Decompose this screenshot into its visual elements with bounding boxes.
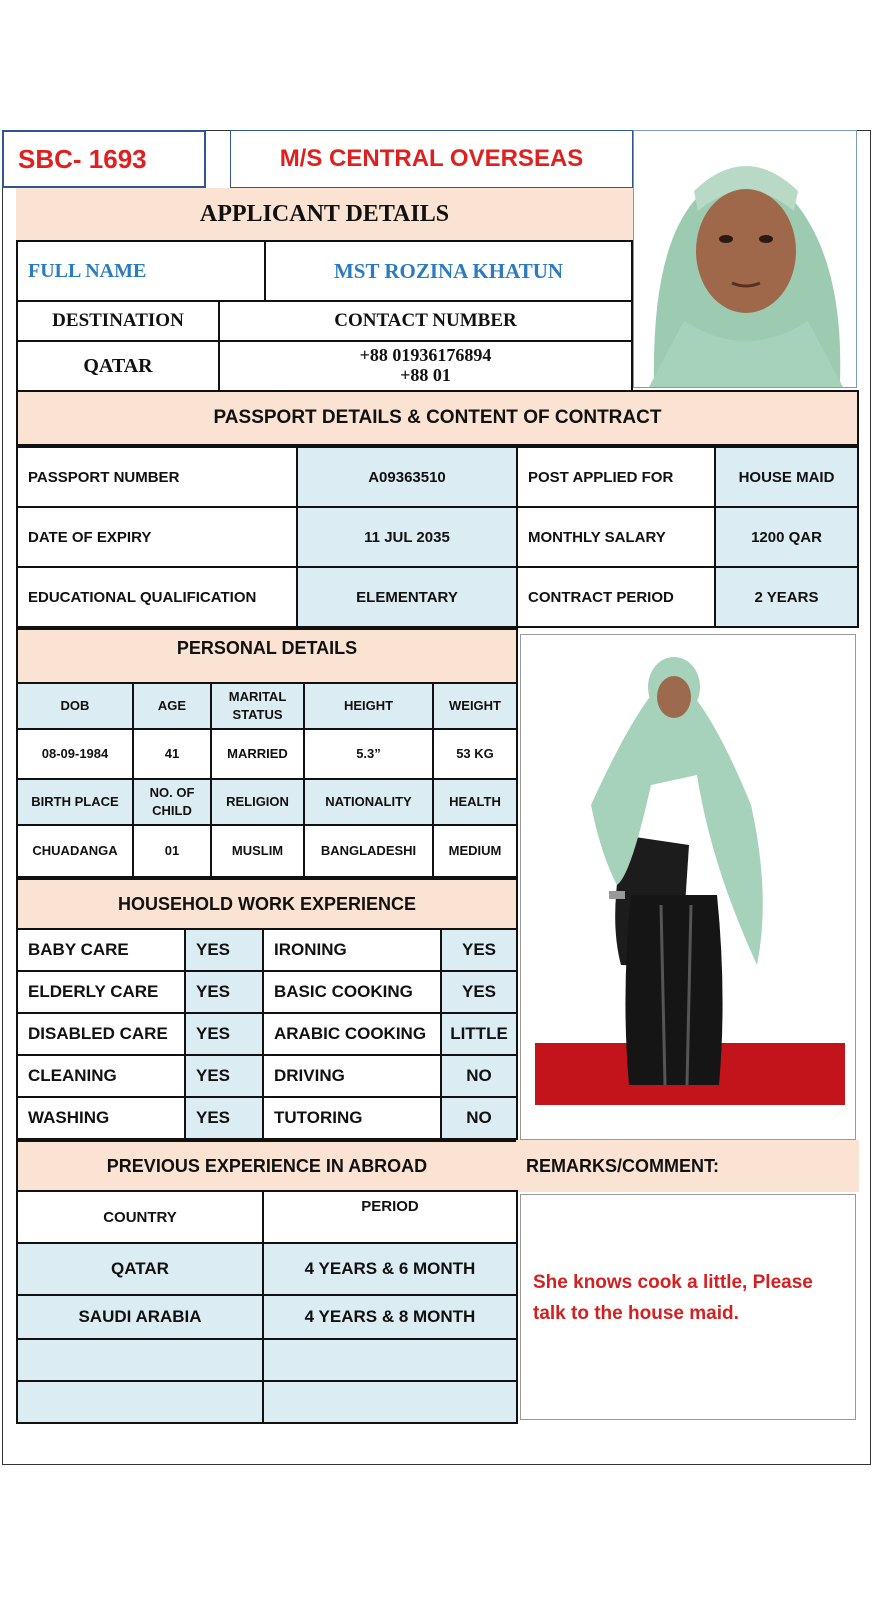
religion-value bbox=[210, 824, 305, 878]
post-text: HOUSE MAID bbox=[738, 468, 835, 486]
household-value-b bbox=[440, 928, 518, 972]
household-skill-a bbox=[16, 928, 186, 972]
household-skill-a-text: DISABLED CARE bbox=[28, 1024, 168, 1043]
remarks-title bbox=[516, 1140, 859, 1192]
weight-value bbox=[432, 728, 518, 780]
age-text: 41 bbox=[164, 746, 180, 762]
remarks-text: She knows cook a little, Please talk to the house maid. bbox=[533, 1272, 813, 1325]
contact-number-2: +88 01 bbox=[400, 365, 451, 385]
destination-label-text: DESTINATION bbox=[52, 310, 184, 331]
household-value-a-text: YES bbox=[196, 1108, 231, 1127]
full-body-photo bbox=[520, 634, 856, 1140]
post-label bbox=[516, 446, 716, 508]
salary-text: 1200 QAR bbox=[751, 528, 822, 546]
household-value-a-text: YES bbox=[196, 940, 231, 959]
household-skill-b bbox=[262, 970, 442, 1014]
health-header bbox=[432, 778, 518, 826]
passport-section-title bbox=[16, 390, 859, 446]
weight-text: 53 KG bbox=[456, 746, 494, 762]
post-label-text: POST APPLIED FOR bbox=[528, 468, 674, 486]
nationality-value bbox=[303, 824, 434, 878]
full-name-value bbox=[264, 240, 633, 302]
salary-label-text: MONTHLY SALARY bbox=[528, 528, 666, 546]
age-header-text: AGE bbox=[157, 698, 187, 714]
contact-label bbox=[218, 300, 633, 342]
household-skill-a-text: WASHING bbox=[28, 1108, 110, 1127]
household-value-a bbox=[184, 928, 264, 972]
full-name-label-text: FULL NAME bbox=[28, 259, 147, 282]
contact-number-1: +88 01936176894 bbox=[359, 345, 492, 366]
household-skill-a-text: BABY CARE bbox=[28, 940, 129, 959]
household-skill-a bbox=[16, 970, 186, 1014]
household-skill-a-text: ELDERLY CARE bbox=[28, 982, 159, 1001]
expiry-label bbox=[16, 506, 298, 568]
ref-code-box bbox=[2, 130, 206, 188]
birthplace-header bbox=[16, 778, 134, 826]
household-skill-b-text: BASIC COOKING bbox=[274, 982, 413, 1001]
portrait-photo bbox=[633, 130, 857, 388]
country-header bbox=[16, 1190, 264, 1244]
marital-header-text: MARITAL STATUS bbox=[228, 689, 287, 722]
remarks-title-text: REMARKS/COMMENT: bbox=[526, 1155, 719, 1176]
abroad-country-text: QATAR bbox=[111, 1259, 169, 1278]
full-name-label bbox=[16, 240, 266, 302]
portrait-image bbox=[634, 131, 857, 388]
applicant-section-title-text: APPLICANT DETAILS bbox=[199, 200, 450, 227]
dob-value bbox=[16, 728, 134, 780]
country-header-text: COUNTRY bbox=[103, 1208, 177, 1226]
household-value-a bbox=[184, 1054, 264, 1098]
contact-label-text: CONTACT NUMBER bbox=[334, 310, 517, 331]
household-section-title-text: HOUSEHOLD WORK EXPERIENCE bbox=[117, 893, 417, 914]
household-skill-b-text: DRIVING bbox=[274, 1066, 345, 1085]
health-header-text: HEALTH bbox=[449, 794, 501, 810]
abroad-empty-cell bbox=[16, 1380, 264, 1424]
abroad-country bbox=[16, 1242, 264, 1296]
household-skill-a-text: CLEANING bbox=[28, 1066, 117, 1085]
salary-value bbox=[714, 506, 859, 568]
household-value-a-text: YES bbox=[196, 982, 231, 1001]
nationality-text: BANGLADESHI bbox=[320, 843, 417, 859]
household-skill-a bbox=[16, 1054, 186, 1098]
nationality-header bbox=[303, 778, 434, 826]
expiry-value bbox=[296, 506, 518, 568]
education-text: ELEMENTARY bbox=[356, 588, 458, 606]
abroad-country-text: SAUDI ARABIA bbox=[78, 1307, 202, 1326]
abroad-period-text: 4 YEARS & 8 MONTH bbox=[304, 1307, 476, 1326]
passport-number-label bbox=[16, 446, 298, 508]
personal-section-title bbox=[16, 628, 518, 684]
height-value bbox=[303, 728, 434, 780]
health-value bbox=[432, 824, 518, 878]
children-value bbox=[132, 824, 212, 878]
destination-text: QATAR bbox=[83, 354, 153, 377]
household-value-b bbox=[440, 970, 518, 1014]
salary-label bbox=[516, 506, 716, 568]
dob-header-text: DOB bbox=[60, 698, 90, 714]
household-skill-b bbox=[262, 1096, 442, 1140]
health-text: MEDIUM bbox=[448, 843, 502, 859]
abroad-country bbox=[16, 1294, 264, 1340]
weight-header bbox=[432, 682, 518, 730]
household-value-b bbox=[440, 1054, 518, 1098]
household-value-b bbox=[440, 1012, 518, 1056]
education-value bbox=[296, 566, 518, 628]
age-value bbox=[132, 728, 212, 780]
destination-value bbox=[16, 340, 220, 392]
household-value-a bbox=[184, 1096, 264, 1140]
period-header bbox=[262, 1190, 518, 1244]
passport-section-title-text: PASSPORT DETAILS & CONTENT OF CONTRACT bbox=[213, 407, 662, 428]
remarks-box bbox=[520, 1194, 856, 1420]
religion-text: MUSLIM bbox=[231, 843, 284, 859]
household-value-a-text: YES bbox=[196, 1024, 231, 1043]
contract-period-label bbox=[516, 566, 716, 628]
passport-number-label-text: PASSPORT NUMBER bbox=[28, 468, 180, 486]
household-skill-a bbox=[16, 1012, 186, 1056]
household-skill-a bbox=[16, 1096, 186, 1140]
contact-value bbox=[218, 340, 633, 392]
dob-header bbox=[16, 682, 134, 730]
religion-header-text: RELIGION bbox=[226, 794, 289, 810]
household-skill-b bbox=[262, 928, 442, 972]
post-value bbox=[714, 446, 859, 508]
destination-label bbox=[16, 300, 220, 342]
contract-period-value bbox=[714, 566, 859, 628]
agency-name: M/S CENTRAL OVERSEAS bbox=[279, 145, 584, 172]
household-skill-b bbox=[262, 1054, 442, 1098]
abroad-period bbox=[262, 1294, 518, 1340]
household-value-b-text: YES bbox=[461, 940, 497, 959]
full-name-text: MST ROZINA KHATUN bbox=[333, 258, 564, 283]
religion-header bbox=[210, 778, 305, 826]
abroad-empty-cell bbox=[262, 1380, 518, 1424]
education-label bbox=[16, 566, 298, 628]
passport-number-text: A09363510 bbox=[368, 468, 446, 486]
height-header-text: HEIGHT bbox=[343, 698, 394, 714]
contract-period-text: 2 YEARS bbox=[754, 588, 819, 606]
birthplace-header-text: BIRTH PLACE bbox=[31, 794, 119, 810]
agency-box bbox=[230, 130, 633, 188]
marital-value bbox=[210, 728, 305, 780]
abroad-section-title-text: PREVIOUS EXPERIENCE IN ABROAD bbox=[106, 1155, 428, 1176]
abroad-empty-cell bbox=[16, 1338, 264, 1382]
applicant-section-title bbox=[16, 188, 633, 242]
children-text: 01 bbox=[164, 843, 180, 859]
marital-text: MARRIED bbox=[227, 746, 288, 762]
expiry-text: 11 JUL 2035 bbox=[364, 528, 450, 546]
children-header-text: NO. OF CHILD bbox=[149, 785, 195, 818]
passport-number-value bbox=[296, 446, 518, 508]
household-skill-b-text: IRONING bbox=[274, 940, 347, 959]
household-value-b-text: NO bbox=[466, 1066, 492, 1085]
full-body-image bbox=[521, 635, 856, 1140]
contract-period-label-text: CONTRACT PERIOD bbox=[528, 588, 674, 606]
household-value-b bbox=[440, 1096, 518, 1140]
expiry-label-text: DATE OF EXPIRY bbox=[28, 528, 152, 546]
abroad-period bbox=[262, 1242, 518, 1296]
household-skill-b-text: ARABIC COOKING bbox=[274, 1024, 427, 1043]
household-value-b-text: LITTLE bbox=[450, 1024, 508, 1043]
nationality-header-text: NATIONALITY bbox=[325, 794, 412, 810]
household-skill-b bbox=[262, 1012, 442, 1056]
height-header bbox=[303, 682, 434, 730]
household-skill-b-text: TUTORING bbox=[274, 1108, 363, 1127]
weight-header-text: WEIGHT bbox=[449, 698, 501, 714]
household-section-title bbox=[16, 878, 518, 930]
household-value-a bbox=[184, 970, 264, 1014]
personal-section-title-text: PERSONAL DETAILS bbox=[176, 638, 358, 658]
birthplace-text: CHUADANGA bbox=[32, 843, 118, 859]
household-value-b-text: NO bbox=[466, 1108, 492, 1127]
period-header-text: PERIOD bbox=[361, 1198, 419, 1215]
abroad-section-title bbox=[16, 1140, 518, 1192]
marital-header bbox=[210, 682, 305, 730]
education-label-text: EDUCATIONAL QUALIFICATION bbox=[28, 588, 257, 606]
household-value-b-text: YES bbox=[461, 982, 497, 1001]
children-header bbox=[132, 778, 212, 826]
ref-code: SBC- 1693 bbox=[18, 143, 147, 174]
abroad-empty-cell bbox=[262, 1338, 518, 1382]
household-value-a-text: YES bbox=[196, 1066, 231, 1085]
height-text: 5.3” bbox=[356, 746, 381, 762]
birthplace-value bbox=[16, 824, 134, 878]
abroad-period-text: 4 YEARS & 6 MONTH bbox=[304, 1259, 476, 1278]
age-header bbox=[132, 682, 212, 730]
dob-text: 08-09-1984 bbox=[41, 746, 109, 762]
household-value-a bbox=[184, 1012, 264, 1056]
